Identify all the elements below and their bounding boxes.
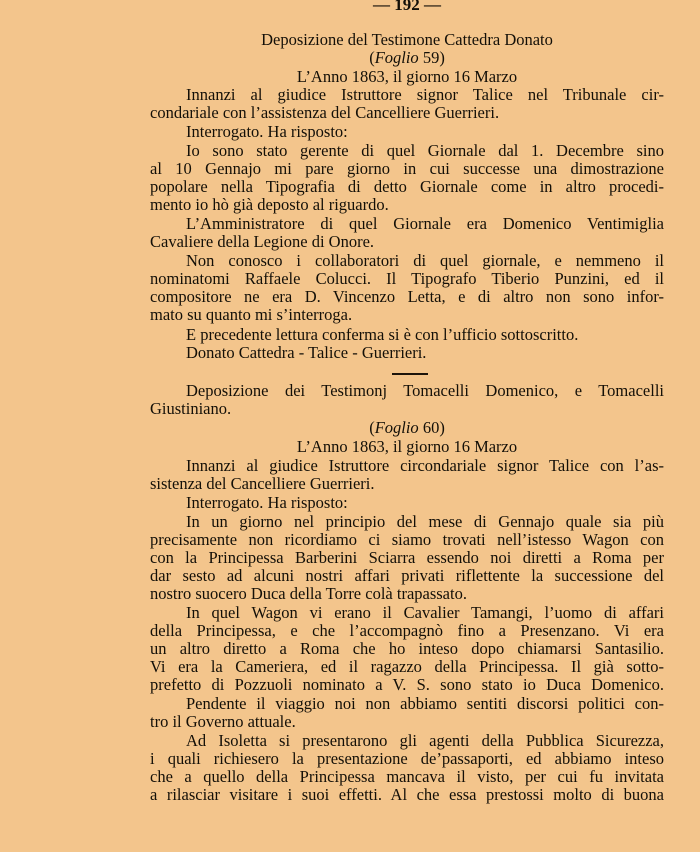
deposition-2-paragraph-1-line: In un giorno nel principio del mese di Gennajo quale sia più [186, 512, 664, 531]
deposition-1-paragraph-3-line: nominatomi Raffaele Colucci. Il Tipografo Tiberio Punzini, ed il [150, 269, 664, 288]
deposition-1-intro-line: Innanzi al giudice Istruttore signor Talice nel Tribunale cir- [186, 85, 664, 104]
deposition-1-questioned: Interrogato. Ha risposto: [186, 122, 348, 141]
section-divider [392, 373, 428, 375]
deposition-2-paragraph-2-line: Vi era la Cameriera, ed il ragazzo della Principessa. Il già sotto- [150, 657, 664, 676]
deposition-2-paragraph-4-line: a rilasciar visitare i suoi effetti. Al che essa prestossi molto di buona [150, 785, 664, 804]
deposition-1-paragraph-2-line: Cavaliere della Legione di Onore. [150, 232, 375, 251]
deposition-1-date: L’Anno 1863, il giorno 16 Marzo [296, 67, 518, 86]
deposition-2-title-line: Deposizione dei Testimonj Tomacelli Domenico, e Tomacelli [186, 381, 664, 400]
deposition-1-folio: (Foglio 59) [369, 48, 445, 67]
deposition-2-paragraph-1-line: nostro suocero Duca della Torre colà trapassato. [150, 584, 467, 603]
deposition-2-title-line: Giustiniano. [150, 399, 232, 418]
deposition-2-paragraph-3-line: tro il Governo attuale. [150, 712, 296, 731]
deposition-1-paragraph-3-line: mato su quanto mi s’interroga. [150, 305, 353, 324]
deposition-2-paragraph-1-line: con la Principessa Barberini Sciarra essendo noi diretti a Roma per [150, 548, 664, 567]
page-number: — 192 — [373, 0, 441, 14]
deposition-1-paragraph-1-line: popolare nella Tipografia di detto Giornale come in altro procedi- [150, 177, 664, 196]
deposition-2-date: L’Anno 1863, il giorno 16 Marzo [296, 437, 518, 456]
deposition-2-paragraph-3-line: Pendente il viaggio noi non abbiamo sentiti discorsi politici con- [186, 694, 664, 713]
deposition-2-paragraph-4-line: che a quello della Principessa mancava il visto, per cui fu invitata [150, 767, 664, 786]
deposition-1-paragraph-1-line: Io sono stato gerente di quel Giornale dal 1. Decembre sino [186, 141, 664, 160]
deposition-2-intro-line: Innanzi al giudice Istruttore circondariale signor Talice con l’as- [186, 456, 664, 475]
deposition-2-folio: (Foglio 60) [369, 418, 445, 437]
deposition-1-paragraph-3-line: compositore ne era D. Vincenzo Letta, e di altro non sono infor- [150, 287, 664, 306]
deposition-2-questioned: Interrogato. Ha risposto: [186, 493, 348, 512]
deposition-2-paragraph-2-line: In quel Wagon vi erano il Cavalier Tamangi, l’uomo di affari [186, 603, 664, 622]
deposition-1-paragraph-2-line: L’Amministratore di quel Giornale era Domenico Ventimiglia [186, 214, 664, 233]
deposition-1-intro-line: condariale con l’assistenza del Cancelliere Guerrieri. [150, 103, 500, 122]
deposition-2-paragraph-1-line: precisamente non ricordiamo ci siamo trovati nell’istesso Wagon con [150, 530, 664, 549]
deposition-2-paragraph-1-line: dar sesto ad alcuni nostri affari privati riflettente la successione del [150, 566, 664, 585]
deposition-1-paragraph-1-line: mento io hò già deposto al riguardo. [150, 195, 389, 214]
deposition-2-paragraph-2-line: della Principessa, e che l’accompagnò fino a Presenzano. Vi era [150, 621, 664, 640]
deposition-2-paragraph-2-line: un altro diretto a Roma che ho inteso dopo chiamarsi Santasilio. [150, 639, 664, 658]
deposition-1-paragraph-1-line: al 10 Gennajo mi pare giorno in cui successe una dimostrazione [150, 159, 664, 178]
deposition-1-signatures: Donato Cattedra - Talice - Guerrieri. [186, 343, 427, 362]
deposition-1-paragraph-3-line: Non conosco i collaboratori di quel giornale, e nemmeno il [186, 251, 664, 270]
deposition-1-title: Deposizione del Testimone Cattedra Donato [261, 30, 553, 49]
deposition-2-intro-line: sistenza del Cancelliere Guerrieri. [150, 474, 375, 493]
deposition-2-paragraph-4-line: i quali richiesero la presentazione de’passaporti, ed abbiamo inteso [150, 749, 664, 768]
deposition-2-paragraph-4-line: Ad Isoletta si presentarono gli agenti della Pubblica Sicurezza, [186, 731, 664, 750]
deposition-1-closing: E precedente lettura conferma si è con l’ufficio sottoscritto. [186, 325, 579, 344]
deposition-2-paragraph-2-line: prefetto di Pozzuoli nominato a V. S. sono stato io Duca Domenico. [150, 675, 664, 694]
